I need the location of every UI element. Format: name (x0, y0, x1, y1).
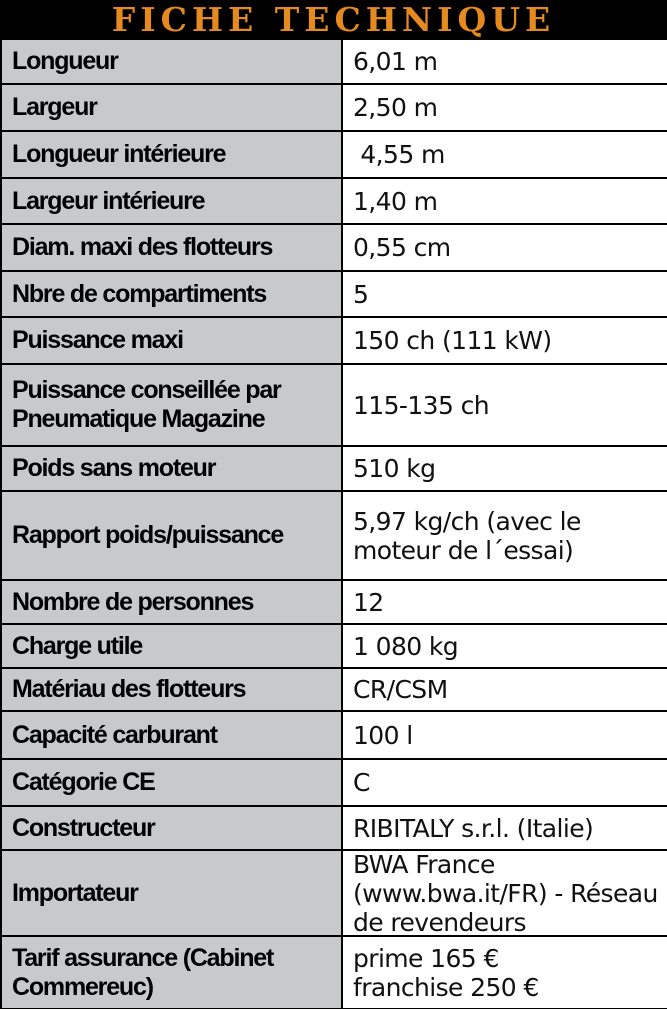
spec-label-longueur: Longueur (2, 40, 341, 83)
spec-value-rapport-poids-puissance: 5,97 kg/ch (avec le moteur de l´essai) (343, 492, 667, 579)
spec-value-largeur: 2,50 m (343, 85, 667, 130)
spec-label-constructeur: Constructeur (2, 807, 341, 849)
spec-label-nombre-personnes: Nombre de personnes (2, 581, 341, 623)
spec-label-charge-utile: Charge utile (2, 625, 341, 667)
spec-value-puissance-maxi: 150 ch (111 kW) (343, 318, 667, 363)
spec-value-tarif-assurance: prime 165 € franchise 250 € (343, 937, 667, 1008)
spec-value-capacite-carburant: 100 l (343, 712, 667, 758)
spec-value-poids-sans-moteur: 510 kg (343, 447, 667, 490)
spec-value-nombre-personnes: 12 (343, 581, 667, 623)
spec-label-materiau-flotteurs: Matériau des flotteurs (2, 669, 341, 710)
sheet-title: FICHE TECHNIQUE (0, 0, 667, 38)
spec-label-capacite-carburant: Capacité carburant (2, 712, 341, 758)
spec-label-puissance-conseillee: Puissance conseillée par Pneumatique Magazine (2, 365, 341, 445)
spec-label-rapport-poids-puissance: Rapport poids/puissance (2, 492, 341, 579)
spec-value-largeur-interieure: 1,40 m (343, 179, 667, 223)
spec-label-compartiments: Nbre de compartiments (2, 272, 341, 316)
spec-value-charge-utile: 1 080 kg (343, 625, 667, 667)
spec-value-longueur-interieure: 4,55 m (343, 132, 667, 177)
spec-label-largeur-interieure: Largeur intérieure (2, 179, 341, 223)
spec-label-largeur: Largeur (2, 85, 341, 130)
spec-value-compartiments: 5 (343, 272, 667, 316)
spec-label-diametre-flotteurs: Diam. maxi des flotteurs (2, 225, 341, 270)
spec-table (2, 40, 665, 1008)
spec-label-puissance-maxi: Puissance maxi (2, 318, 341, 363)
spec-value-importateur: BWA France (www.bwa.it/FR) - Réseau de revendeurs (343, 851, 667, 935)
spec-value-materiau-flotteurs: CR/CSM (343, 669, 667, 710)
spec-label-importateur: Importateur (2, 851, 341, 935)
spec-value-categorie-ce: C (343, 760, 667, 805)
spec-value-diametre-flotteurs: 0,55 cm (343, 225, 667, 270)
spec-label-categorie-ce: Catégorie CE (2, 760, 341, 805)
spec-label-tarif-assurance: Tarif assurance (Cabinet Commereuc) (2, 937, 341, 1008)
spec-label-longueur-interieure: Longueur intérieure (2, 132, 341, 177)
spec-value-longueur: 6,01 m (343, 40, 667, 83)
spec-label-poids-sans-moteur: Poids sans moteur (2, 447, 341, 490)
spec-value-constructeur: RIBITALY s.r.l. (Italie) (343, 807, 667, 849)
spec-value-puissance-conseillee: 115-135 ch (343, 365, 667, 445)
